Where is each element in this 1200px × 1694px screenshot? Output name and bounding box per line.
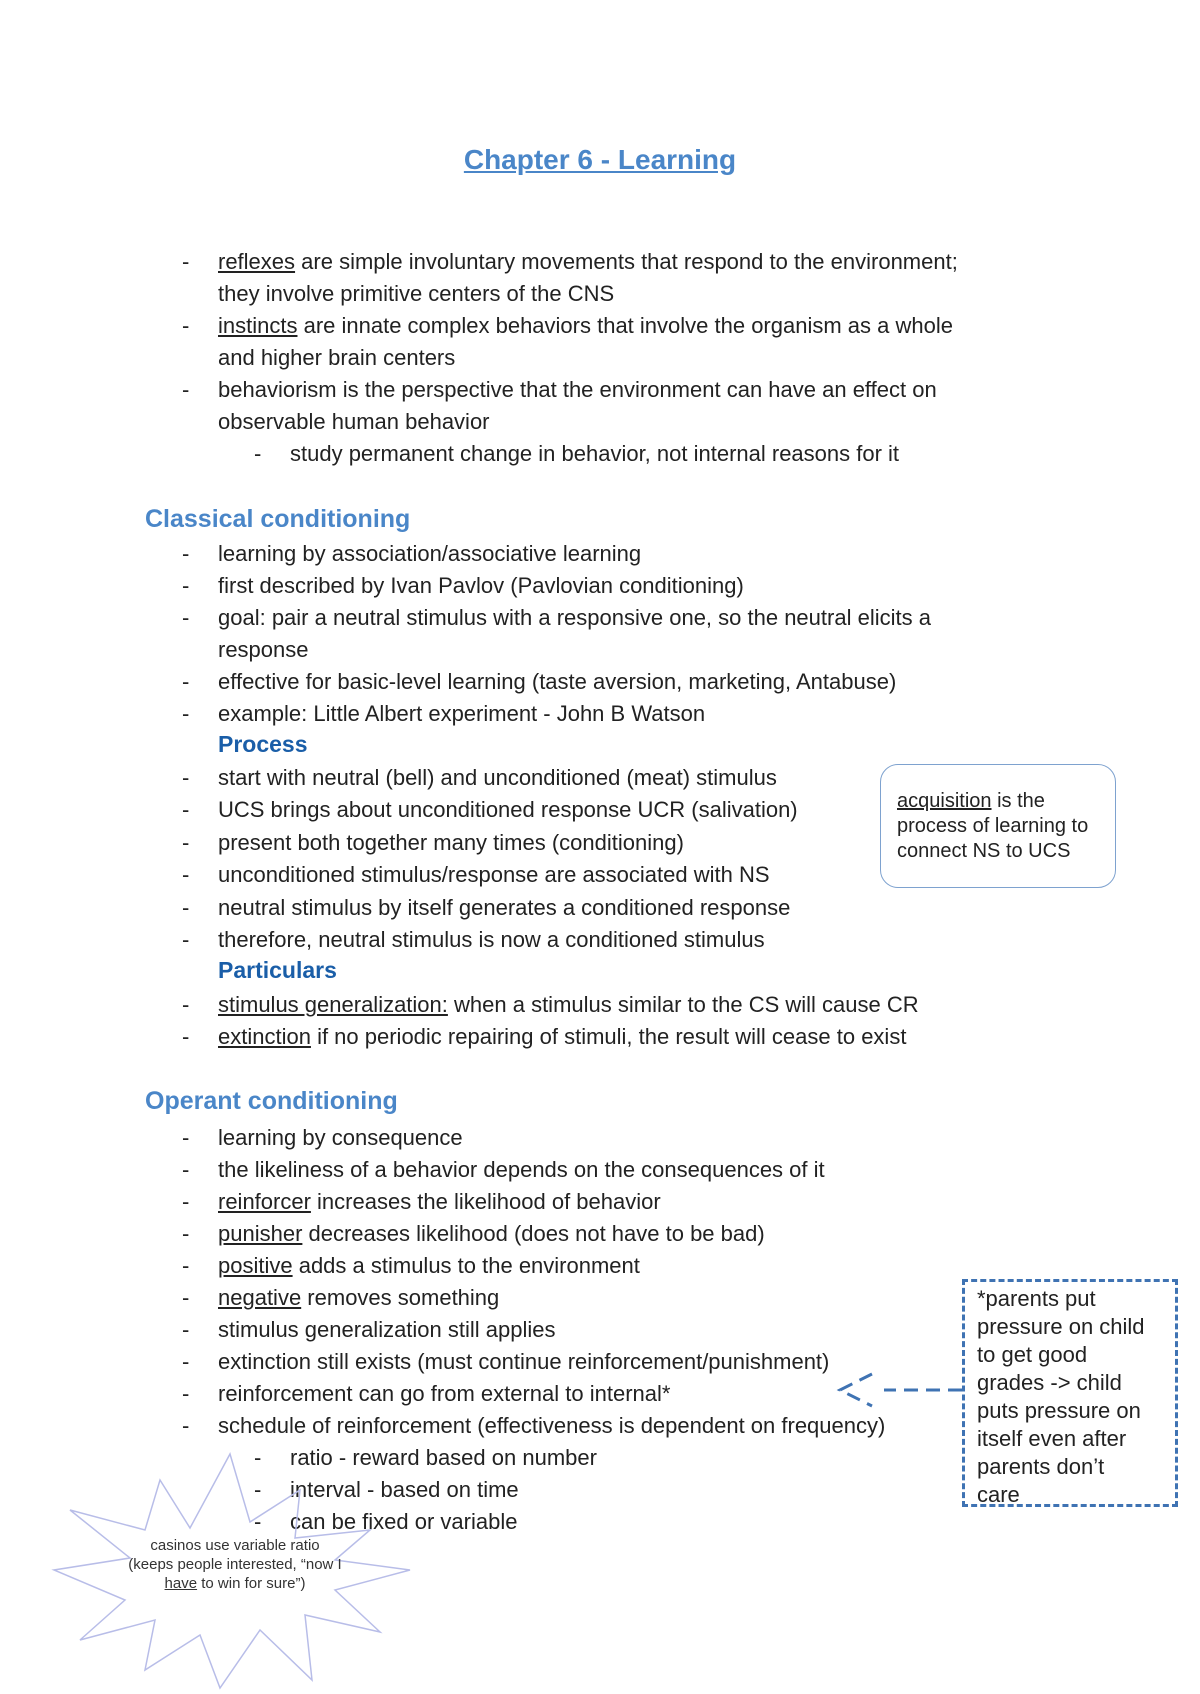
list-text: first described by Ivan Pavlov (Pavlovian conditioning) — [218, 573, 744, 598]
term-acquisition: acquisition — [897, 790, 992, 812]
term-reinforcer: reinforcer — [218, 1189, 311, 1214]
bullet-dash: - — [254, 1477, 262, 1502]
list-text: study permanent change in behavior, not internal reasons for it — [290, 441, 900, 466]
bullet-dash: - — [182, 1253, 190, 1278]
list-text: learning by consequence — [218, 1125, 463, 1150]
list-text: adds a stimulus to the environment — [292, 1253, 640, 1278]
list-text: start with neutral (bell) and unconditioned (meat) stimulus — [218, 765, 777, 790]
bullet-dash: - — [182, 830, 190, 855]
bullet-dash: - — [182, 605, 190, 630]
list-text: present both together many times (conditioning) — [218, 830, 684, 855]
list-text: the likeliness of a behavior depends on the consequences of it — [218, 1157, 825, 1182]
list-text: schedule of reinforcement (effectiveness is dependent on frequency) — [218, 1413, 886, 1438]
list-text: interval - based on time — [290, 1477, 519, 1502]
list-text: goal: pair a neutral stimulus with a responsive one, so the neutral elicits a — [218, 605, 931, 630]
list-text: behaviorism is the perspective that the environment can have an effect on — [218, 377, 937, 402]
list-text: are innate complex behaviors that involve the organism as a whole — [297, 313, 953, 338]
list-text: reinforcement can go from external to internal* — [218, 1381, 671, 1406]
bullet-dash: - — [182, 765, 190, 790]
bullet-dash: - — [254, 1509, 262, 1534]
bullet-dash: - — [182, 1189, 190, 1214]
callout-text: grades -> child — [977, 1370, 1122, 1395]
bullet-dash: - — [182, 573, 190, 598]
list-text: can be fixed or variable — [290, 1509, 518, 1534]
list-text: therefore, neutral stimulus is now a conditioned stimulus — [218, 927, 765, 952]
bullet-dash: - — [182, 927, 190, 952]
bullet-dash: - — [182, 541, 190, 566]
dashed-arrow-icon — [836, 1370, 964, 1410]
callout-text: parents don’t — [977, 1454, 1105, 1479]
list-text-continued: response — [218, 637, 309, 662]
list-text: when a stimulus similar to the CS will cause CR — [447, 992, 919, 1017]
bullet-dash: - — [182, 1285, 190, 1310]
bullet-dash: - — [182, 1157, 190, 1182]
callout-parents — [962, 1279, 1178, 1507]
list-text-continued: and higher brain centers — [218, 345, 456, 370]
subheading-process: Process — [218, 731, 308, 757]
bullet-dash: - — [182, 669, 190, 694]
section-heading-classical: Classical conditioning — [145, 505, 411, 533]
bullet-dash: - — [182, 1413, 190, 1438]
list-text: unconditioned stimulus/response are associated with NS — [218, 862, 770, 887]
callout-text: *parents put — [977, 1286, 1096, 1311]
bullet-dash: - — [254, 1445, 262, 1470]
section-heading-operant: Operant conditioning — [145, 1087, 398, 1115]
list-text: decreases likelihood (does not have to be bad) — [302, 1221, 765, 1246]
bullet-dash: - — [182, 1125, 190, 1150]
page-title: Chapter 6 - Learning — [463, 144, 737, 175]
list-text: example: Little Albert experiment - John B Watson — [218, 701, 706, 726]
bullet-dash: - — [182, 377, 190, 402]
callout-acquisition — [880, 764, 1116, 888]
bullet-dash: - — [182, 797, 190, 822]
list-text: are simple involuntary movements that respond to the environment; — [295, 249, 958, 274]
term-negative: negative — [218, 1285, 302, 1310]
bullet-dash: - — [182, 1381, 190, 1406]
list-text: removes something — [301, 1285, 500, 1310]
term-instincts: instincts — [218, 313, 298, 338]
term-reflexes: reflexes — [218, 249, 296, 274]
callout-text: pressure on child — [977, 1314, 1145, 1339]
term-extinction: extinction — [218, 1024, 311, 1049]
callout-text: to win for sure”) — [197, 1575, 306, 1592]
list-text-continued: observable human behavior — [218, 409, 490, 434]
callout-text: process of learning to — [897, 815, 1089, 837]
term-positive: positive — [218, 1253, 293, 1278]
bullet-dash: - — [182, 992, 190, 1017]
list-text: neutral stimulus by itself generates a conditioned response — [218, 895, 791, 920]
bullet-dash: - — [182, 249, 190, 274]
list-text-continued: they involve primitive centers of the CNS — [218, 281, 615, 306]
list-text: effective for basic-level learning (taste aversion, marketing, Antabuse) — [218, 669, 897, 694]
list-text: if no periodic repairing of stimuli, the result will cease to exist — [310, 1024, 907, 1049]
bullet-dash: - — [182, 862, 190, 887]
list-text: UCS brings about unconditioned response UCR (salivation) — [218, 797, 798, 822]
callout-text: care — [977, 1482, 1020, 1507]
term-have: have — [164, 1575, 198, 1592]
bullet-dash: - — [182, 701, 190, 726]
bullet-dash: - — [254, 441, 262, 466]
term-stimulus-generalization: stimulus generalization: — [218, 992, 448, 1017]
list-text: ratio - reward based on number — [290, 1445, 597, 1470]
bullet-dash: - — [182, 313, 190, 338]
list-text: increases the likelihood of behavior — [310, 1189, 661, 1214]
subheading-particulars: Particulars — [218, 957, 337, 983]
callout-text: itself even after — [977, 1426, 1127, 1451]
bullet-dash: - — [182, 1221, 190, 1246]
bullet-dash: - — [182, 895, 190, 920]
callout-text: is the — [991, 790, 1045, 812]
bullet-dash: - — [182, 1024, 190, 1049]
list-text: stimulus generalization still applies — [218, 1317, 556, 1342]
list-text: extinction still exists (must continue reinforcement/punishment) — [218, 1349, 830, 1374]
list-text: learning by association/associative learning — [218, 541, 642, 566]
callout-text: puts pressure on — [977, 1398, 1141, 1423]
bullet-dash: - — [182, 1317, 190, 1342]
bullet-dash: - — [182, 1349, 190, 1374]
callout-text: connect NS to UCS — [897, 840, 1071, 862]
callout-text: to get good — [977, 1342, 1088, 1367]
callout-casinos — [90, 1536, 380, 1593]
term-punisher: punisher — [218, 1221, 303, 1246]
callout-text: casinos use variable ratio — [150, 1537, 320, 1554]
callout-text: (keeps people interested, “now I — [128, 1556, 342, 1573]
